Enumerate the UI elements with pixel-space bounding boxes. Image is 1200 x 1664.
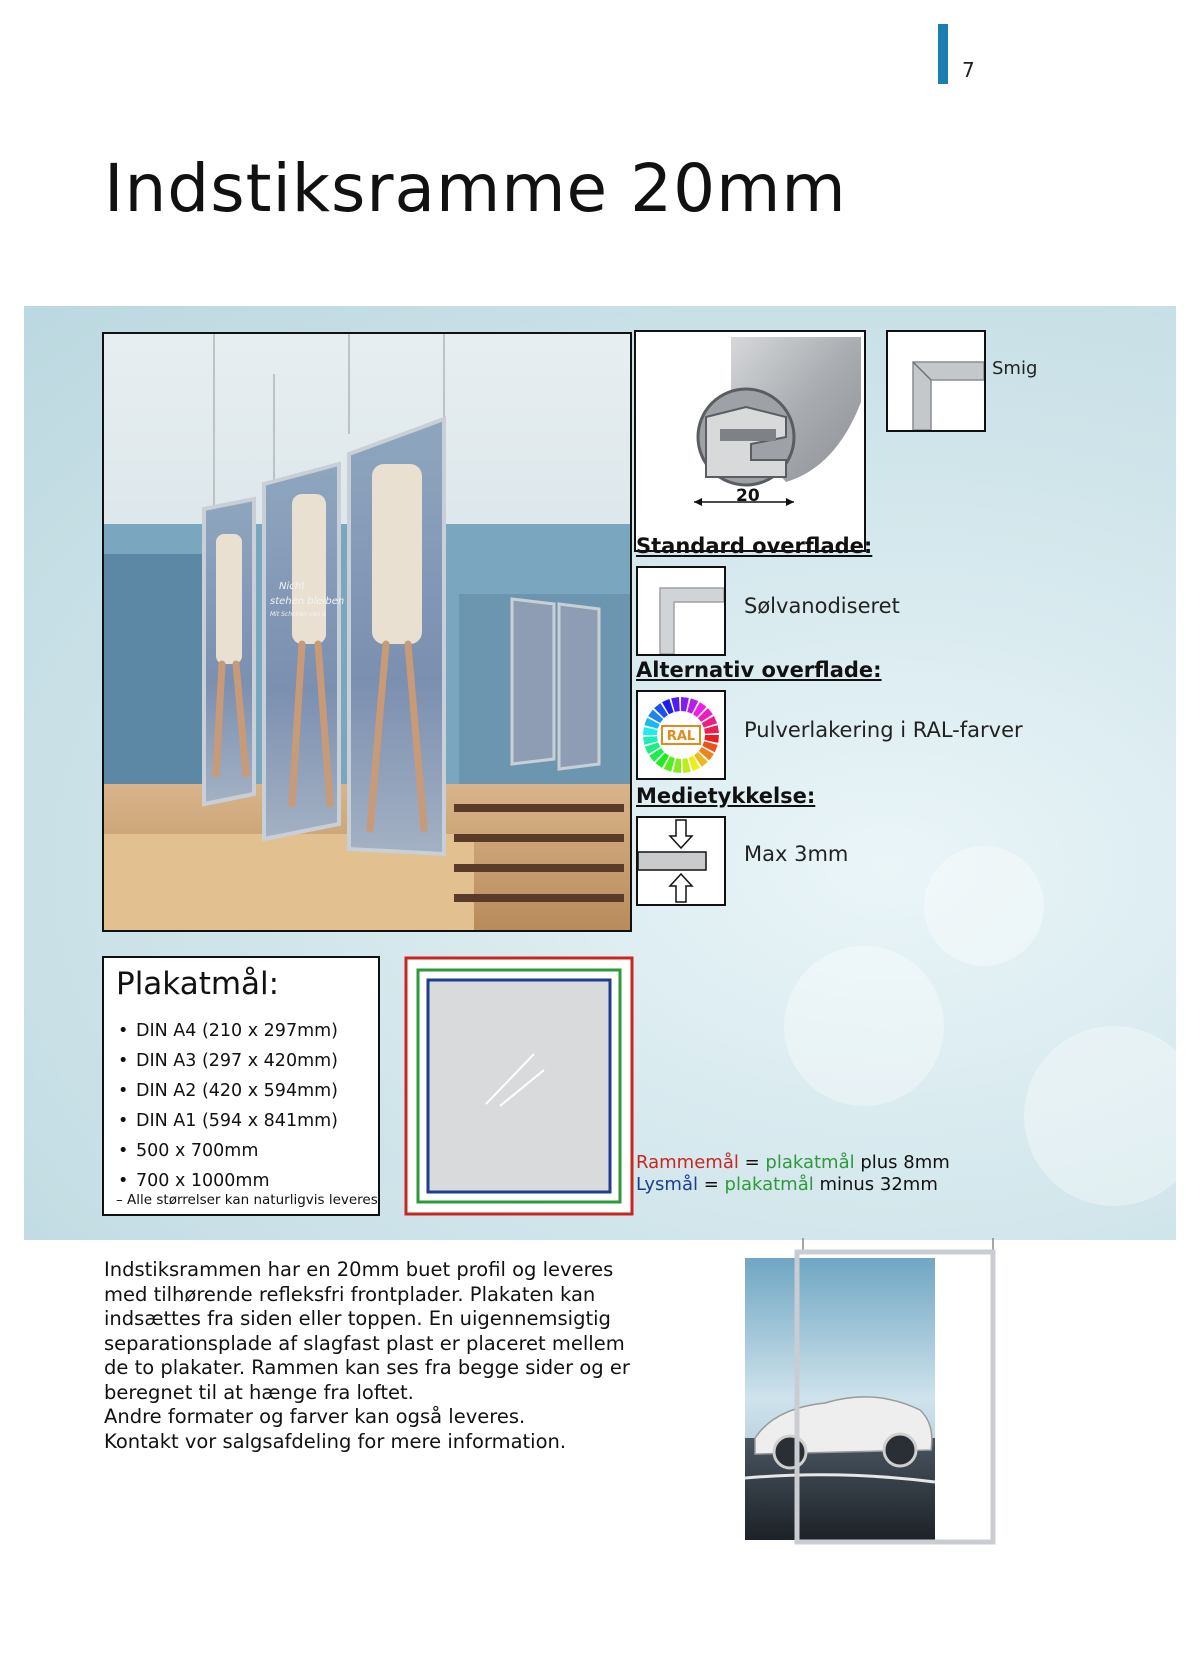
description-line: Kontakt vor salgsafdeling for mere information. [104,1429,567,1453]
formula-equals: = [738,1152,766,1173]
mitre-corner-label: Smig [992,358,1038,379]
sight-size-formula [636,1174,938,1195]
ral-wheel-segment [681,697,689,712]
list-item: • 700 x 1000mm [116,1166,366,1196]
poster-sizes-list [116,1016,366,1196]
alternative-surface-label: Pulverlakering i RAL-farver [744,718,1023,742]
formula-rest: plus 8mm [854,1152,950,1173]
poster-sizes-box [102,956,380,1216]
profile-dimension-label: 20 [736,486,760,506]
description-text [104,1258,630,1454]
profile-diagram [634,330,866,552]
page-number: 7 [962,58,975,82]
anodized-corner-icon [638,568,724,654]
ral-color-wheel [636,690,726,780]
page-accent-bar [938,24,948,84]
list-item: • DIN A2 (420 x 594mm) [116,1076,366,1106]
silver-anodized-swatch [636,566,726,656]
profile-illustration [636,332,864,550]
formula-equals: = [697,1174,725,1195]
description-line: med tilhørende refleksfri frontplader. Plakaten kan [104,1282,596,1306]
ral-wheel-icon [638,692,724,778]
standard-surface-heading: Standard overflade: [636,534,873,558]
description-line: Indstiksrammen har en 20mm buet profil og leveres [104,1258,614,1281]
media-thickness-heading: Medietykkelse: [636,784,816,808]
shop-photo-illustration [104,334,632,932]
poster-size-term: plakatmål [765,1152,855,1173]
page-title: Indstiksramme 20mm [104,150,847,227]
description-line: beregnet til at hænge fra loftet. [104,1380,414,1404]
poster-text: stehen bleiben [270,596,345,607]
description-line: de to plakater. Rammen kan ses fra begge sider og er [104,1356,630,1379]
formula-rest: minus 32mm [813,1174,938,1195]
poster-size-term: plakatmål [724,1174,814,1195]
hanging-frame-photo [745,1238,1005,1548]
list-item: • DIN A4 (210 x 297mm) [116,1016,366,1046]
hanging-frame-illustration [745,1238,1005,1548]
ral-wheel-segment [643,727,658,735]
sight-size-term: Lysmål [636,1174,698,1195]
poster-text: Nicht [279,581,306,592]
description-line: Andre formater og farver kan også leveres. [104,1405,526,1428]
bokeh-decoration [784,946,944,1106]
standard-surface-label: Sølvanodiseret [744,594,900,618]
poster-sizes-note: – Alle størrelser kan naturligvis leveres [116,1192,378,1208]
product-panel [24,306,1176,1240]
mitre-corner-icon [888,332,984,430]
frame-size-term: Rammemål [636,1152,739,1173]
ral-wheel-segment [673,758,681,773]
list-item: • DIN A1 (594 x 841mm) [116,1106,366,1136]
description-line: indsættes fra siden eller toppen. En uigennemsigtig [104,1307,611,1330]
mitre-corner-diagram [886,330,986,432]
frame-size-formula [636,1152,950,1173]
description-line: separationsplade af slagfast plast er placeret mellem [104,1331,625,1355]
thickness-arrows-icon [638,818,724,904]
frame-measurement-diagram [404,956,634,1216]
poster-sizes-heading: Plakatmål: [116,966,280,1002]
media-thickness-icon [636,816,726,906]
frame-measurement-illustration [404,956,634,1216]
list-item: • 500 x 700mm [116,1136,366,1166]
ral-badge: RAL [666,729,696,744]
list-item: • DIN A3 (297 x 420mm) [116,1046,366,1076]
shop-photo [102,332,632,932]
media-thickness-label: Max 3mm [744,842,849,866]
alternative-surface-heading: Alternativ overflade: [636,658,882,682]
poster-text: Mit Schuhen von B [270,611,327,618]
ral-wheel-segment [704,735,719,743]
bokeh-decoration [1024,1026,1176,1206]
bokeh-decoration [924,846,1044,966]
